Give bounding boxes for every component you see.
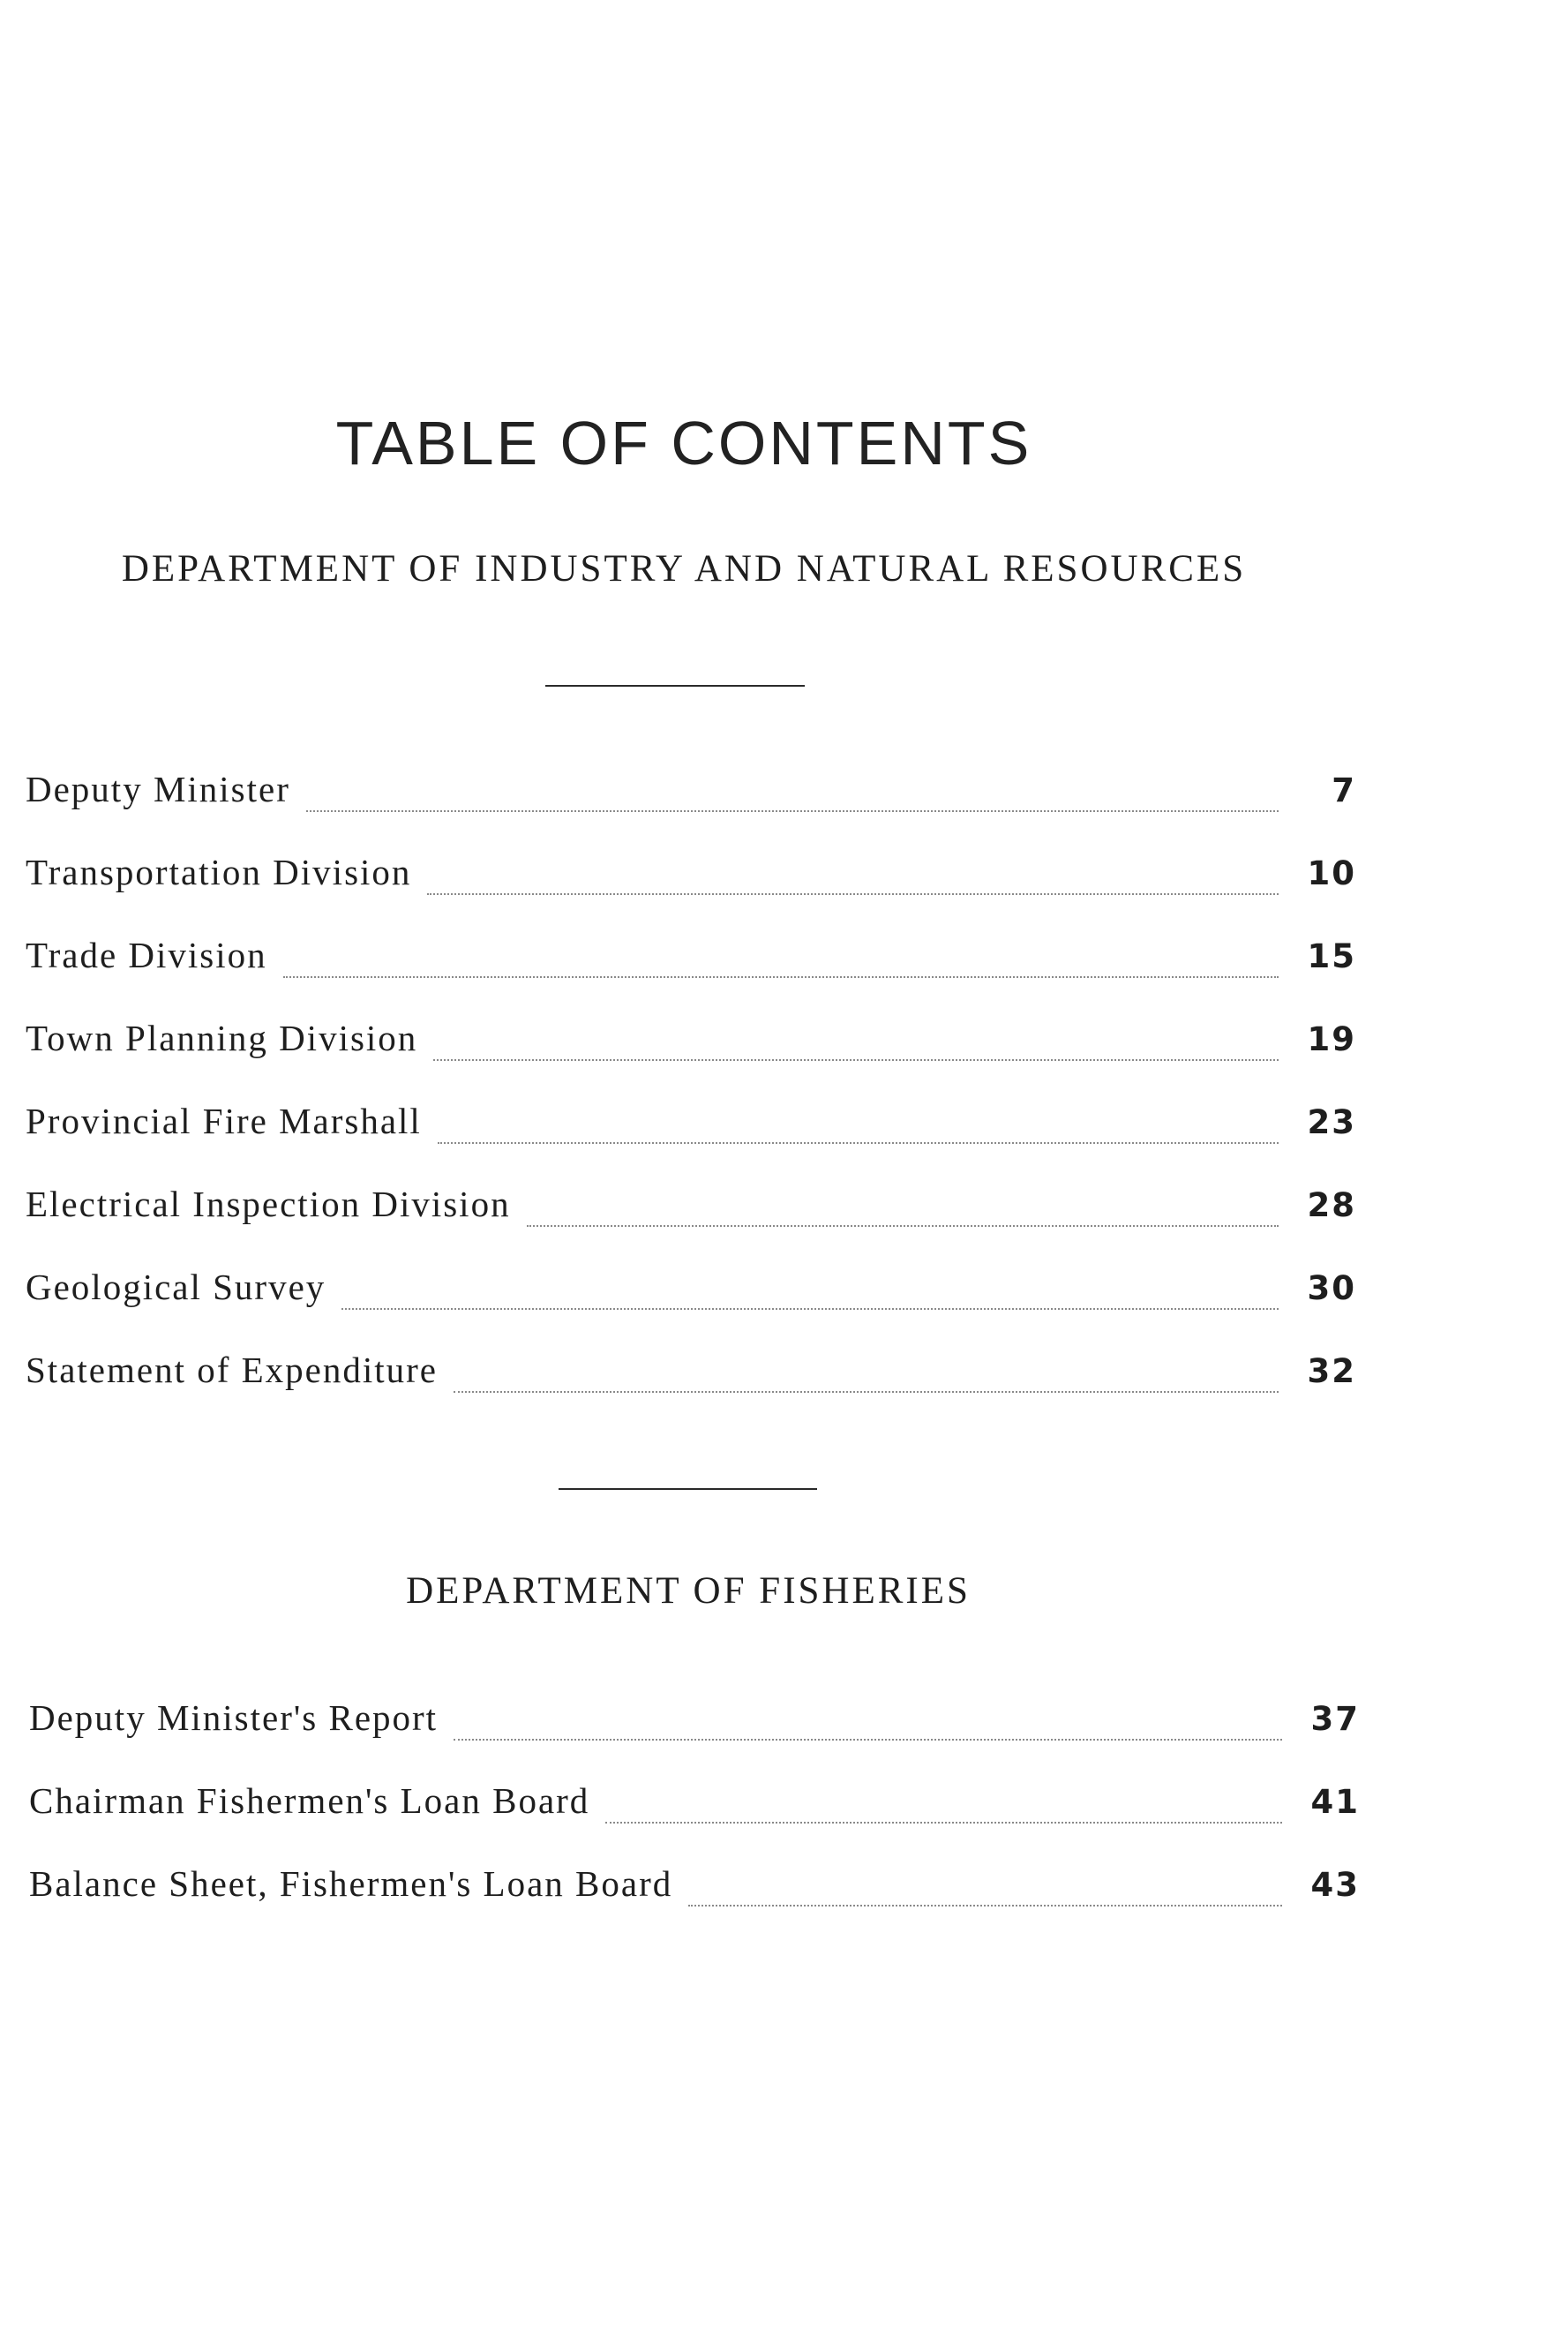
toc-entry[interactable] [29,1696,1360,1749]
dot-leader [688,1905,1282,1907]
dot-leader [527,1225,1279,1227]
dot-leader [454,1739,1282,1741]
page-title: TABLE OF CONTENTS [335,409,1032,478]
toc-entry-page: 43 [1310,1866,1360,1904]
divider-rule [559,1488,817,1490]
toc-entry-page: 10 [1307,854,1356,892]
toc-entry-label: Town Planning Division [26,1018,418,1058]
toc-entry-label: Chairman Fishermen's Loan Board [29,1780,590,1821]
toc-entry-label: Balance Sheet, Fishermen's Loan Board [29,1863,673,1904]
toc-entry-label: Electrical Inspection Division [26,1184,511,1224]
toc-entry-label: Trade Division [26,935,267,975]
toc-entry[interactable] [29,1779,1360,1832]
dot-leader [283,976,1279,978]
dot-leader [427,893,1279,895]
dot-leader [605,1822,1282,1824]
divider-rule [545,685,805,687]
toc-entry-page: 41 [1310,1783,1360,1821]
toc-entry[interactable] [26,934,1356,987]
dot-leader [306,810,1279,812]
section-heading-fisheries: DEPARTMENT OF FISHERIES [406,1570,971,1612]
toc-entry-page: 7 [1332,771,1356,809]
toc-entry-label: Deputy Minister [26,769,290,809]
toc-entry-page: 32 [1307,1352,1356,1390]
dot-leader [438,1142,1279,1144]
toc-entry[interactable] [26,851,1356,904]
toc-entry[interactable] [26,1017,1356,1070]
dot-leader [433,1059,1279,1061]
toc-entry-page: 37 [1310,1700,1360,1738]
section-heading-industry: DEPARTMENT OF INDUSTRY AND NATURAL RESOURCES [121,548,1247,590]
toc-entry-page: 30 [1307,1269,1356,1307]
toc-entry[interactable] [29,1862,1360,1915]
toc-entry-label: Deputy Minister's Report [29,1697,439,1738]
toc-entry-page: 28 [1307,1186,1356,1224]
toc-entry-label: Provincial Fire Marshall [26,1101,422,1141]
dot-leader [341,1308,1279,1310]
dot-leader [454,1391,1279,1393]
toc-entry[interactable] [26,768,1356,821]
toc-entry[interactable] [26,1266,1356,1319]
toc-entry-label: Geological Survey [26,1267,326,1307]
toc-entry[interactable] [26,1349,1356,1402]
toc-entry-page: 19 [1307,1020,1356,1058]
toc-entry[interactable] [26,1183,1356,1236]
toc-entry-page: 15 [1307,937,1356,975]
toc-entry-label: Transportation Division [26,852,412,892]
toc-entry-page: 23 [1307,1103,1356,1141]
toc-entry-label: Statement of Expenditure [26,1350,438,1390]
toc-entry[interactable] [26,1100,1356,1153]
